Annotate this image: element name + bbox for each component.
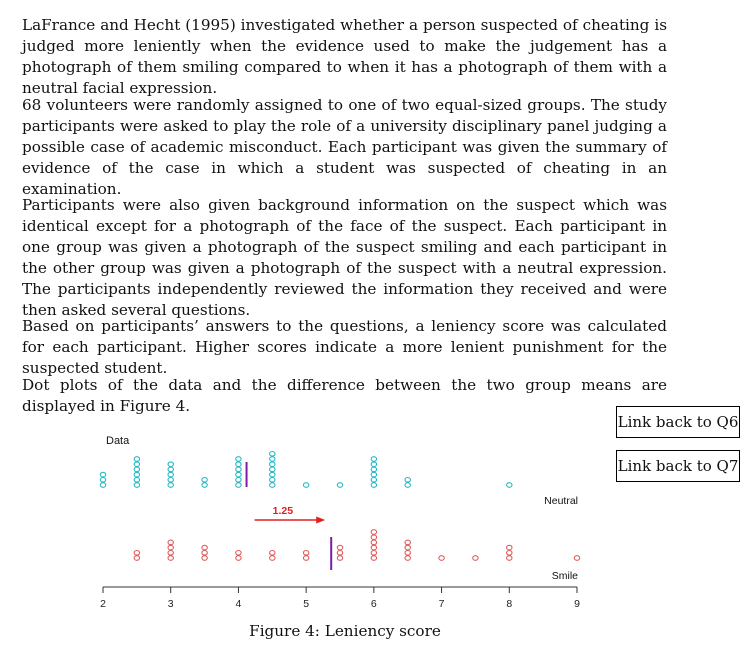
neutral-dot [337,483,342,488]
smile-dot [168,556,173,561]
neutral-dot [202,478,207,483]
smile-dot [371,556,376,561]
figure-caption: Figure 4: Leniency score [249,622,441,640]
smile-dot [337,556,342,561]
neutral-dot [236,483,241,488]
neutral-dot [168,483,173,488]
neutral-dot [405,478,410,483]
neutral-dot [202,483,207,488]
procedure-paragraph: Participants were also given background information on the suspect which was identical except for a photograph of the face of the suspect. Each participant in one group was given a photograph of the suspect smiling and each participant in the other group was given a photograph of the suspect with a neutral expression. The participants independently reviewed the information they received and were then asked several questions. [22,196,667,319]
smile-dot [202,556,207,561]
smile-dot [371,545,376,550]
smile-dot [507,551,512,556]
x-axis-tick-label: 6 [370,598,377,610]
x-axis-tick-label: 7 [438,598,445,610]
smile-dot [371,540,376,545]
neutral-dot [100,483,105,488]
neutral-group-label: Neutral [544,495,578,507]
neutral-dot [405,483,410,488]
smile-dot [202,551,207,556]
smile-dot [168,551,173,556]
figure-intro-paragraph: Dot plots of the data and the difference between the two group means are displayed in Figure 4. [22,376,667,415]
smile-dot [270,551,275,556]
neutral-dot [100,478,105,483]
smile-dot [371,530,376,535]
smile-dot [574,556,579,561]
neutral-dot [270,467,275,472]
x-axis-tick-label: 4 [235,598,242,610]
neutral-dot [270,472,275,477]
smile-dot [303,551,308,556]
neutral-dot [236,472,241,477]
link-back-q6-button[interactable]: Link back to Q6 [616,406,740,438]
neutral-dot [270,462,275,467]
smile-dot [405,545,410,550]
smile-dot [507,556,512,561]
neutral-dot [168,472,173,477]
intro-paragraph: LaFrance and Hecht (1995) investigated whether a person suspected of cheating is judged more leniently when the evidence used to make the judgement has a photograph of them smiling compared to when it has a photograph of them with a neutral facial expression. [22,16,667,97]
neutral-dot [371,467,376,472]
neutral-dot [134,478,139,483]
scoring-paragraph: Based on participants’ answers to the questions, a leniency score was calculated for each participant. Higher scores indicate a more lenient punishment for the suspected student. [22,317,667,377]
x-axis-tick-label: 5 [303,598,310,610]
neutral-dot [371,457,376,462]
x-axis-tick-label: 2 [100,598,106,610]
neutral-dot [168,478,173,483]
difference-arrowhead [316,517,325,524]
neutral-dot [134,467,139,472]
neutral-dot [236,467,241,472]
smile-dot [270,556,275,561]
neutral-dot [371,462,376,467]
smile-dot [168,545,173,550]
smile-dot [236,556,241,561]
link-back-q7-button[interactable]: Link back to Q7 [616,450,740,482]
chart-title: Data [106,435,130,447]
neutral-dot [270,457,275,462]
smile-dot [303,556,308,561]
neutral-dot [270,483,275,488]
smile-dot [473,556,478,561]
smile-dot [337,551,342,556]
x-axis-tick-label: 3 [167,598,174,610]
smile-dot [371,535,376,540]
neutral-dot [371,472,376,477]
smile-group-label: Smile [551,570,578,582]
neutral-dot [371,478,376,483]
smile-dot [168,540,173,545]
neutral-dot [168,467,173,472]
smile-dot [337,545,342,550]
neutral-dot [134,472,139,477]
smile-dot [236,551,241,556]
smile-dot [202,545,207,550]
smile-dot [405,540,410,545]
neutral-dot [270,478,275,483]
x-axis-tick-label: 9 [574,598,580,610]
neutral-dot [134,457,139,462]
neutral-dot [236,457,241,462]
neutral-dot [236,462,241,467]
smile-dot [134,551,139,556]
neutral-dot [134,462,139,467]
smile-dot [507,545,512,550]
method-paragraph: 68 volunteers were randomly assigned to one of two equal-sized groups. The study participants were asked to play the role of a university disciplinary panel judging a possible case of academic misconduct. Each participant was given the summary of evidence of the case in which a student was suspected of cheating in an examination. [22,96,667,198]
smile-dot [371,551,376,556]
neutral-dot [303,483,308,488]
neutral-dot [236,478,241,483]
x-axis-tick-label: 8 [506,598,513,610]
smile-dot [405,551,410,556]
neutral-dot [507,483,512,488]
smile-dot [405,556,410,561]
neutral-dot [270,452,275,457]
smile-dot [439,556,444,561]
neutral-dot [168,462,173,467]
neutral-dot [134,483,139,488]
difference-label: 1.25 [272,505,294,517]
smile-dot [134,556,139,561]
neutral-dot [100,472,105,477]
neutral-dot [371,483,376,488]
